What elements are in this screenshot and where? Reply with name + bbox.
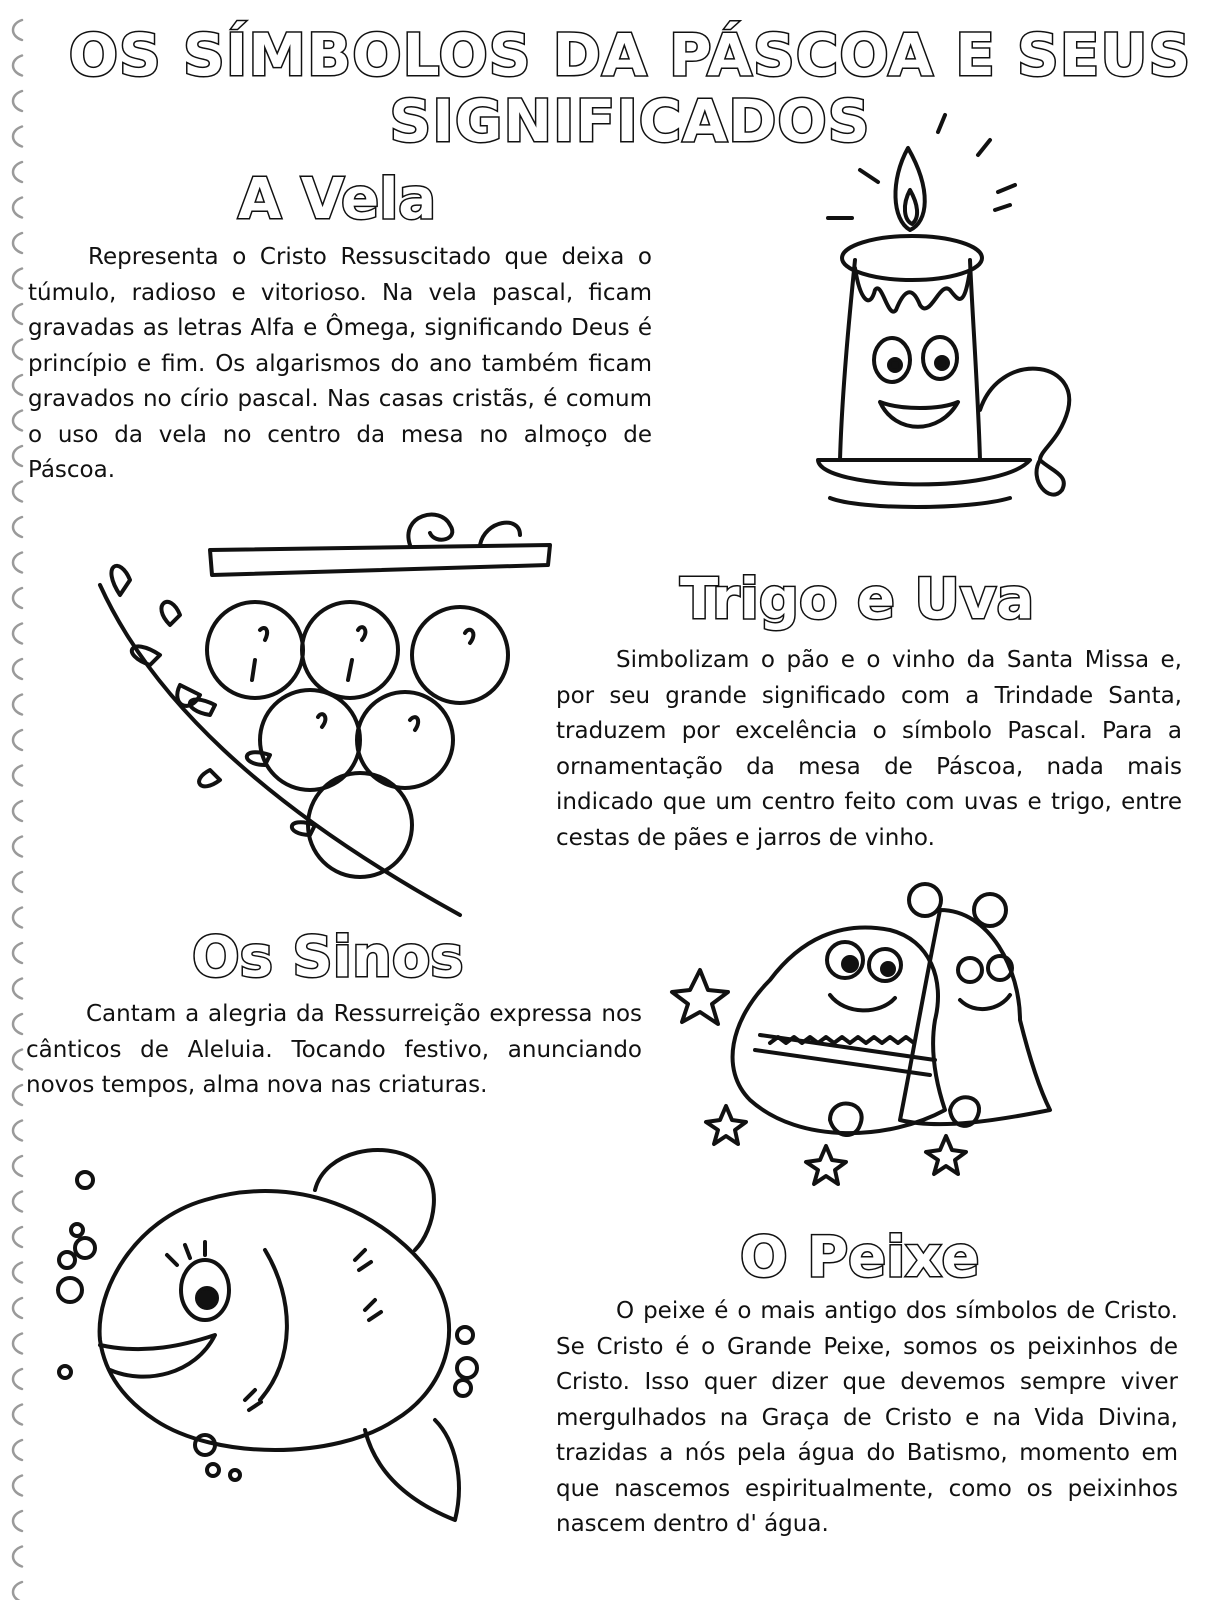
text-vela: Representa o Cristo Ressuscitado que deixa o túmulo, radioso e vitorioso. Na vela pascal, ficam gravadas as letras Alfa e Ômega, significando Deus é princípio e fim. Os algarismos do ano também ficam gravados no círio pascal. Nas casas cristãs, é comum o uso da vela no centro da mesa no almoço de Páscoa. bbox=[28, 244, 652, 483]
text-sinos: Cantam a alegria da Ressurreição expressa nos cânticos de Aleluia. Tocando festivo, anunciando novos tempos, alma nova nas criaturas. bbox=[26, 1001, 642, 1098]
heading-peixe: O Peixe bbox=[740, 1225, 980, 1290]
heading-vela: A Vela bbox=[238, 167, 437, 232]
candle-icon bbox=[800, 110, 1090, 520]
page-title: OS SÍMBOLOS DA PÁSCOA E SEUS SIGNIFICADOS bbox=[68, 21, 1192, 155]
bells-icon bbox=[660, 870, 1060, 1210]
fish-icon bbox=[55, 1140, 495, 1580]
heading-sinos: Os Sinos bbox=[192, 925, 464, 990]
heading-trigo-uva: Trigo e Uva bbox=[680, 567, 1035, 632]
grapes-wheat-icon bbox=[60, 505, 560, 935]
text-trigo-uva: Simbolizam o pão e o vinho da Santa Missa e, por seu grande significado com a Trindade Santa, traduzem por excelência o símbolo Pascal. Para a ornamentação da mesa de Páscoa, nada mais indicado que um centro feito com uvas e trigo, entre cestas de pães e jarros de vinho. bbox=[556, 647, 1182, 851]
text-peixe: O peixe é o mais antigo dos símbolos de Cristo. Se Cristo é o Grande Peixe, somos os peixinhos de Cristo. Isso quer dizer que devemos sempre viver mergulhados na Graça de Cristo e na Vida Divina, trazidas a nós pela água do Batismo, momento em que nascemos espiritualmente, como os peixinhos nascem dentro d' água. bbox=[556, 1298, 1178, 1537]
